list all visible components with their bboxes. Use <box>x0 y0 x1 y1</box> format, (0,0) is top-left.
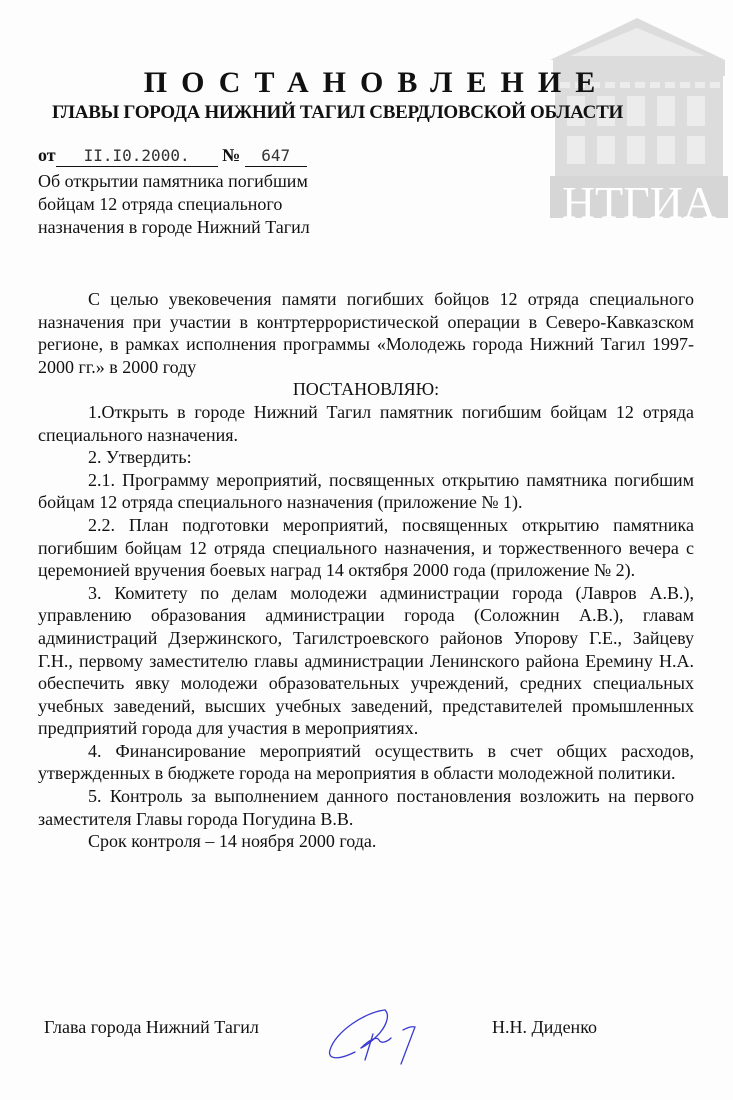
number-field: 647 <box>245 144 307 167</box>
number-label: № <box>222 145 241 165</box>
document-subject: Об открытии памятника погибшим бойцам 12 отряда специального назначения в городе Нижний Тагил <box>38 171 310 237</box>
preamble: С целью увековечения памяти погибших бойцов 12 отряда специального назначения при участии в контртеррористической операции в Северо-Кавказском регионе, в рамках исполнения программы «Молодежь города Нижний Тагил 1997-2000 гг.» в 2000 году <box>38 289 694 377</box>
date-label: от <box>38 145 56 165</box>
clause: 2.1. Программу мероприятий, посвященных открытию памятника погибшим бойцам 12 отряда специального назначения (приложение № 1). <box>38 469 694 513</box>
watermark-text: НТГИА <box>561 177 717 218</box>
handwritten-signature <box>325 1002 435 1067</box>
document-title: ПОСТАНОВЛЕНИЕ <box>143 66 610 99</box>
date-field: II.I0.2000. <box>56 144 218 167</box>
clause: 5. Контроль за выполнением данного постановления возложить на первого заместителя Главы города Погудина В.В. <box>38 786 694 829</box>
clause: 1.Открыть в городе Нижний Тагил памятник погибшим бойцам 12 отряда специального назначения. <box>38 401 694 445</box>
signatory-name: Н.Н. Диденко <box>492 1017 598 1037</box>
date-number-line <box>38 143 307 167</box>
clause: 3. Комитету по делам молодежи администрации города (Лавров А.В.), управлению образования администрации города (Соложнин А.В.), главам администраций Дзержинского, Тагилстроевского районов Упорову Г.Е., Зайцеву Г.Н., первому заместителю главы администрации Ленинского района Еремину Н.А. обеспечить явку молодежи образовательных учреждений, средних специальных учебных заведений, высших учебных заведений, представителей промышленных предприятий города для участия в мероприятиях. <box>38 582 694 739</box>
control-deadline: Срок контроля – 14 ноября 2000 года. <box>88 831 377 852</box>
clause: 2. Утвердить: <box>88 447 192 468</box>
document-body <box>38 288 694 853</box>
decree-heading: ПОСТАНОВЛЯЮ: <box>292 379 440 400</box>
signatory-position: Глава города Нижний Тагил <box>44 1017 259 1037</box>
clause: 4. Финансирование мероприятий осуществить в счет общих расходов, утвержденных в бюджете города на мероприятия в области молодежной политики. <box>38 740 694 784</box>
document-subtitle: ГЛАВЫ ГОРОДА НИЖНИЙ ТАГИЛ СВЕРДЛОВСКОЙ ОБЛАСТИ <box>52 102 623 123</box>
clause: 2.2. План подготовки мероприятий, посвященных открытию памятника погибшим бойцам 12 отряда специального назначения, и торжественного вечера с церемонией вручения боевых наград 14 октября 2000 года (приложение № 2). <box>38 514 694 581</box>
